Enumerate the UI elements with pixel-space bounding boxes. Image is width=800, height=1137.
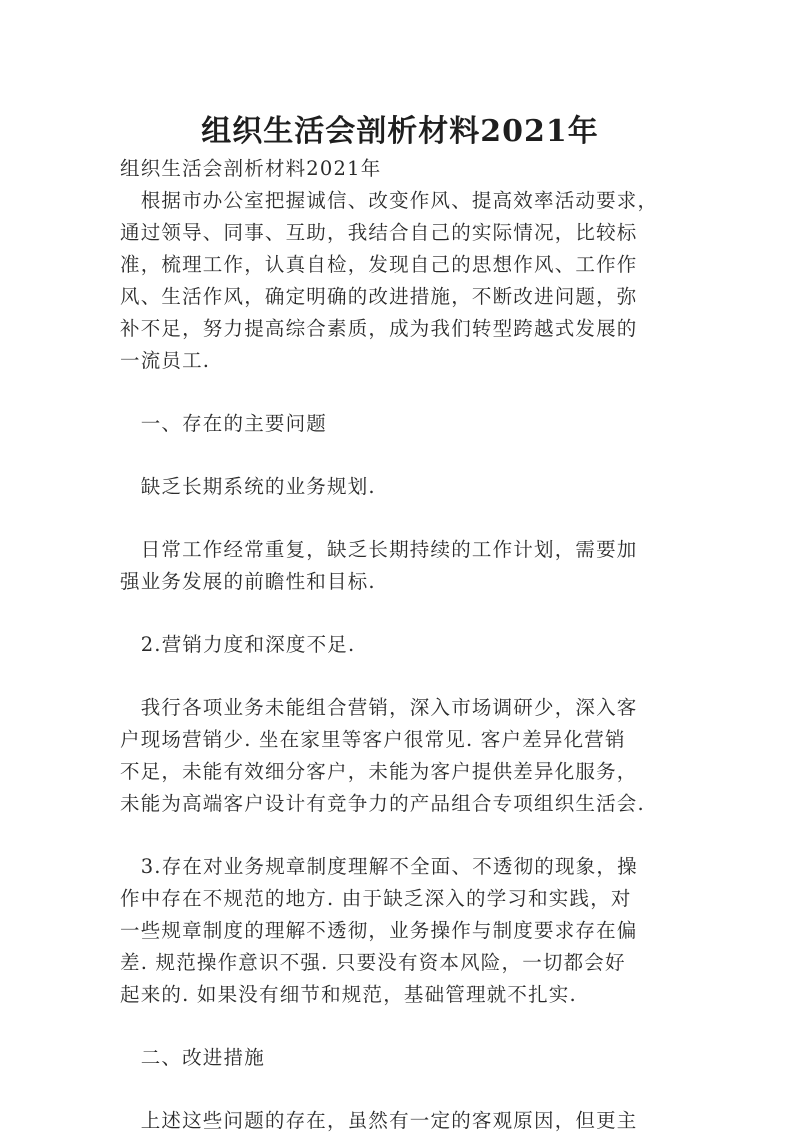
text-line: 起来的. 如果没有细节和规范，基础管理就不扎实. <box>120 983 577 1006</box>
text-line: 一些规章制度的理解不透彻，业务操作与制度要求存在偏 <box>120 919 638 942</box>
text-line: 3.存在对业务规章制度理解不全面、不透彻的现象，操 <box>120 855 638 878</box>
paragraph-problem-1-body <box>120 534 668 598</box>
text-line: 上述这些问题的存在，虽然有一定的客观原因，但更主 <box>120 1109 638 1132</box>
text-line: 一流员工. <box>120 349 211 372</box>
text-line: 不足，未能有效细分客户，未能为客户提供差异化服务， <box>120 760 638 783</box>
text-line: 户现场营销少. 坐在家里等客户很常见. 客户差异化营销 <box>120 728 626 751</box>
paragraph-problem-1-heading <box>120 471 668 503</box>
text-line: 缺乏长期系统的业务规划. <box>120 475 376 498</box>
section-heading-problems <box>120 408 668 440</box>
text-line: 作中存在不规范的地方. 由于缺乏深入的学习和实践，对 <box>120 887 632 910</box>
paragraph-problem-2-heading <box>120 629 668 661</box>
text-line: 通过领导、同事、互助，我结合自己的实际情况，比较标 <box>120 221 638 244</box>
text-line: 风、生活作风，确定明确的改进措施，不断改进问题，弥 <box>120 285 638 308</box>
text-line: 根据市办公室把握诚信、改变作风、提高效率活动要求， <box>120 189 659 212</box>
section-heading-measures <box>120 1042 668 1074</box>
text-line: 日常工作经常重复，缺乏长期持续的工作计划，需要加 <box>120 538 638 561</box>
paragraph-problem-2-body <box>120 692 668 820</box>
document-subtitle <box>120 153 668 185</box>
document-title: 组织生活会剖析材料2021年 <box>201 114 599 149</box>
text-line: 二、改进措施 <box>120 1046 265 1069</box>
text-line: 补不足，努力提高综合素质，成为我们转型跨越式发展的 <box>120 317 638 340</box>
paragraph-problem-3 <box>120 851 668 1011</box>
paragraph-measures-intro <box>120 1105 668 1137</box>
text-line: 2.营销力度和深度不足. <box>120 633 356 656</box>
text-line: 我行各项业务未能组合营销，深入市场调研少，深入客 <box>120 696 638 719</box>
text-line: 一、存在的主要问题 <box>120 412 328 435</box>
paragraph-intro <box>120 185 668 377</box>
text-line: 组织生活会剖析材料2021年 <box>120 157 382 180</box>
text-line: 准，梳理工作，认真自检，发现自己的思想作风、工作作 <box>120 253 638 276</box>
text-line: 未能为高端客户设计有竞争力的产品组合专项组织生活会. <box>120 792 645 815</box>
text-line: 差. 规范操作意识不强. 只要没有资本风险，一切都会好 <box>120 951 626 974</box>
text-line: 强业务发展的前瞻性和目标. <box>120 570 376 593</box>
document-body <box>120 153 668 1137</box>
